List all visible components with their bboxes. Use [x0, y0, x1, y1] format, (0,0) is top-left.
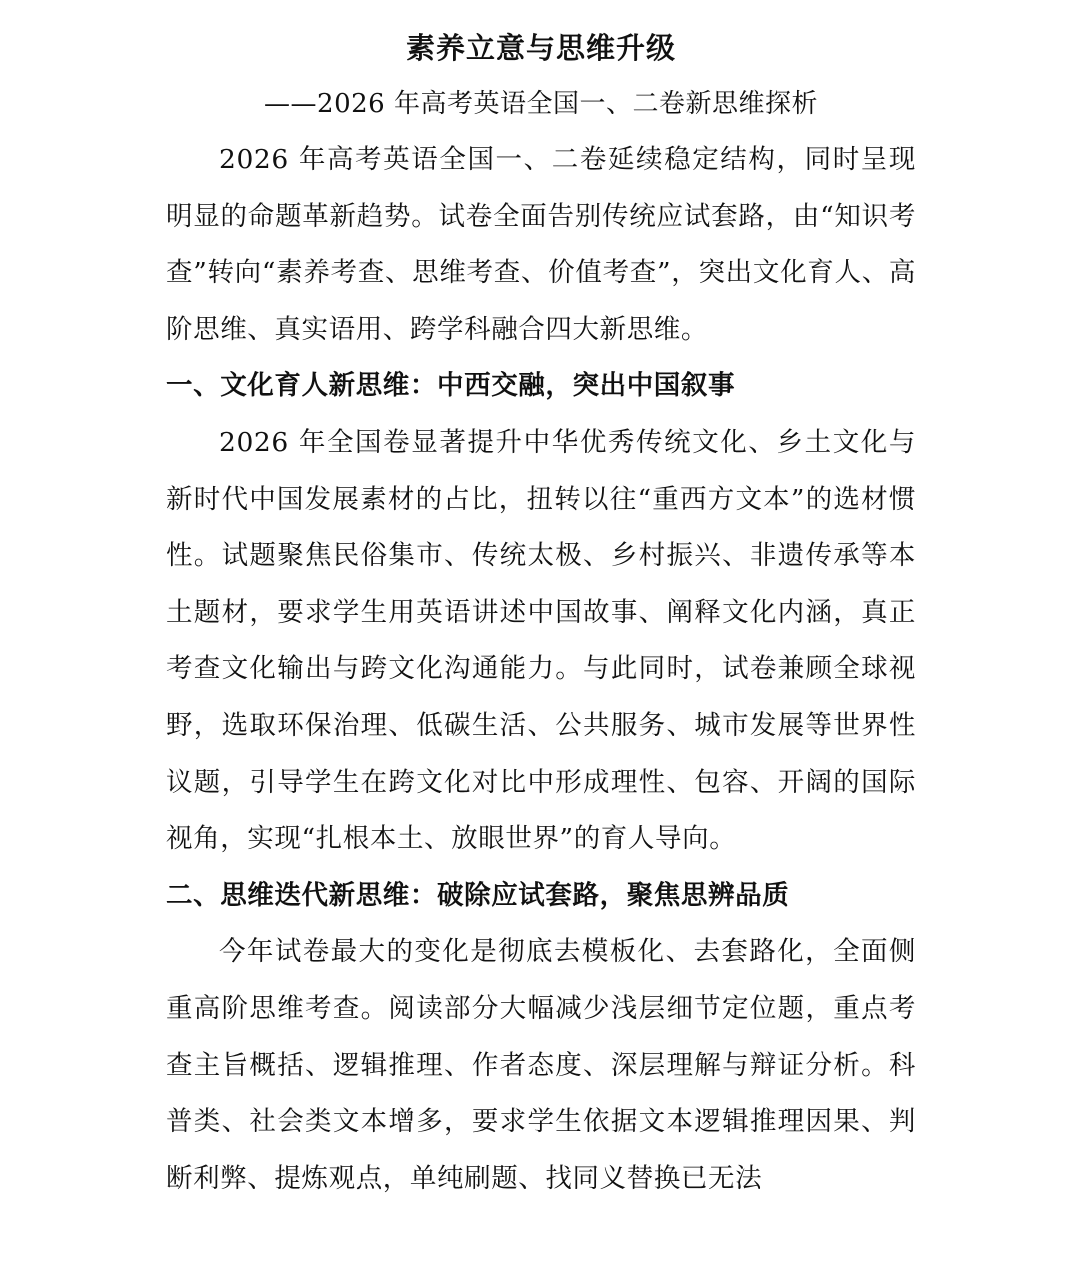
section-heading-culture: 一、文化育人新思维：中西交融，突出中国叙事: [166, 370, 736, 402]
section-body-thinking: 今年试卷最大的变化是彻底去模板化、去套路化，全面侧重高阶思维考查。阅读部分大幅减少浅层细节定位题，重点考查主旨概括、逻辑推理、作者态度、深层理解与辩证分析。科普类、社会类文本增多，要求学生依据文本逻辑推理因果、判断利弊、提炼观点，单纯刷题、找同义替换已无法: [166, 936, 916, 1194]
document-title: 素养立意与思维升级: [405, 31, 676, 65]
document-subtitle: ——2026 年高考英语全国一、二卷新思维探析: [264, 89, 818, 119]
document-page: [166, 20, 916, 1207]
section-body-culture: 2026 年全国卷显著提升中华优秀传统文化、乡土文化与新时代中国发展素材的占比，扭转以往“重西方文本”的选材惯性。试题聚焦民俗集市、传统太极、乡村振兴、非遗传承等本土题材，要求学生用英语讲述中国故事、阐释文化内涵，真正考查文化输出与跨文化沟通能力。与此同时，试卷兼顾全球视野，选取环保治理、低碳生活、公共服务、城市发展等世界性议题，引导学生在跨文化对比中形成理性、包容、开阔的国际视角，实现“扎根本土、放眼世界”的育人导向。: [166, 426, 916, 855]
intro-paragraph: 2026 年高考英语全国一、二卷延续稳定结构，同时呈现明显的命题革新趋势。试卷全面告别传统应试套路，由“知识考查”转向“素养考查、思维考查、价值考查”，突出文化育人、高阶思维、真实语用、跨学科融合四大新思维。: [166, 144, 916, 345]
section-heading-thinking: 二、思维迭代新思维：破除应试套路，聚焦思辨品质: [166, 879, 790, 911]
